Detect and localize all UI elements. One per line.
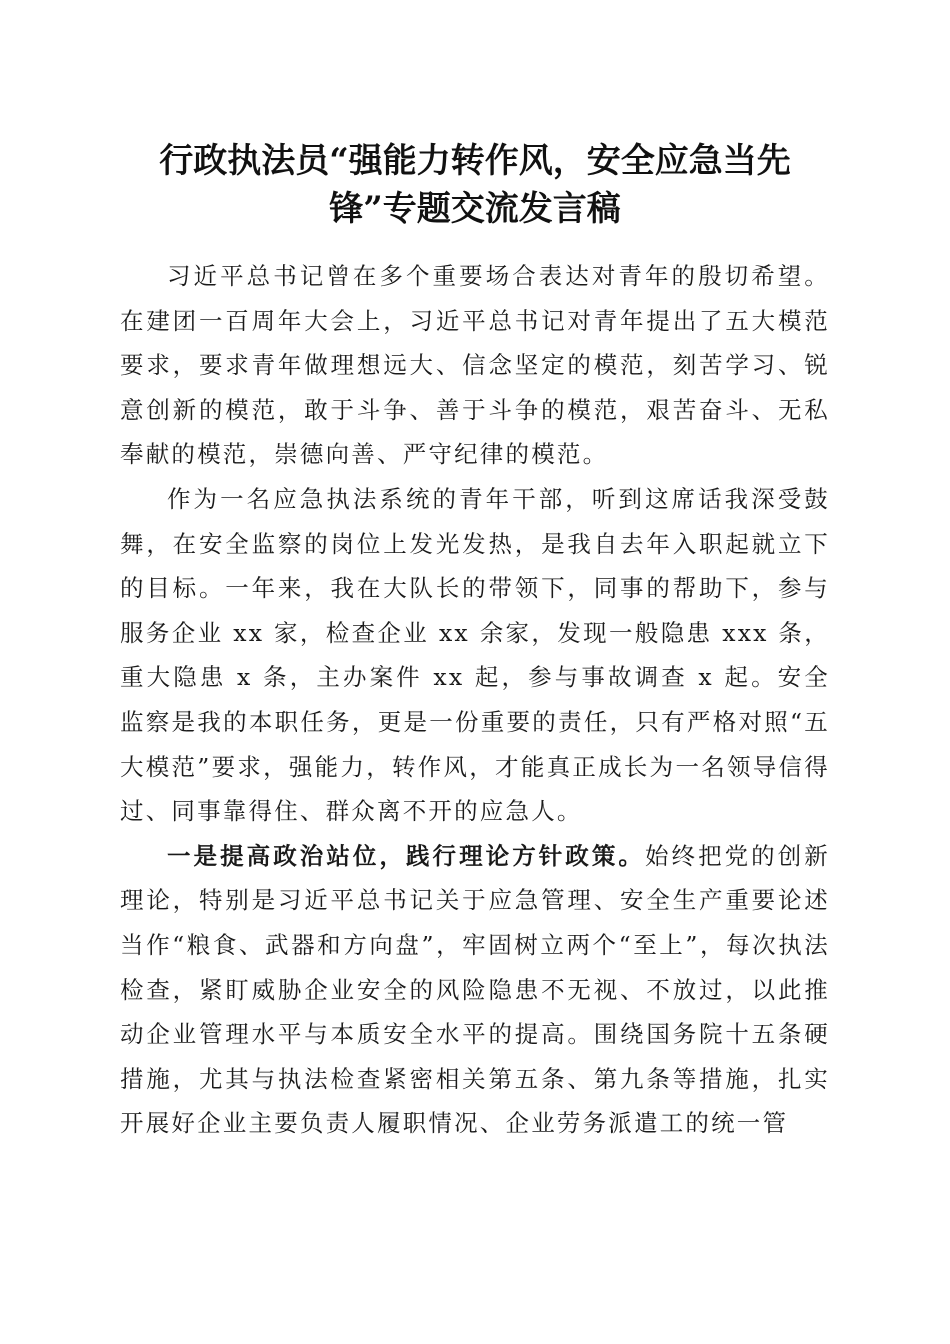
paragraph-3-lead: 一是提高政治站位，践行理论方针政策。 <box>167 841 645 870</box>
document-title <box>120 137 830 233</box>
paragraph-1 <box>120 254 830 477</box>
paragraph-1-text: 习近平总书记曾在多个重要场合表达对青年的殷切希望。在建团一百周年大会上，习近平总书记对青年提出了五大模范要求，要求青年做理想远大、信念坚定的模范，刻苦学习、锐意创新的模范，敢于斗争、善于斗争的模范，艰苦奋斗、无私奉献的模范，崇德向善、严守纪律的模范。 <box>120 262 830 469</box>
paragraph-2-text: 作为一名应急执法系统的青年干部，听到这席话我深受鼓舞，在安全监察的岗位上发光发热，是我自去年入职起就立下的目标。一年来，我在大队长的带领下，同事的帮助下，参与服务企业 xx 家，检查企业 xx 余家，发现一般隐患 xxx 条，重大隐患 x 条，主办案件 xx 起，参与事故调查 x 起。安全监察是我的本职任务，更是一份重要的责任，只有严格对照“五大模范”要求，强能力，转作风，才能真正成长为一名领导信得过、同事靠得住、群众离不开的应急人。 <box>120 484 830 826</box>
document-body <box>120 254 830 1146</box>
paragraph-2 <box>120 477 830 834</box>
paragraph-3-text: 始终把党的创新理论，特别是习近平总书记关于应急管理、安全生产重要论述当作“粮食、武器和方向盘”，牢固树立两个“至上”，每次执法检查，紧盯威胁企业安全的风险隐患不无视、不放过，以此推动企业管理水平与本质安全水平的提高。围绕国务院十五条硬措施，尤其与执法检查紧密相关第五条、第九条等措施，扎实开展好企业主要负责人履职情况、企业劳务派遣工的统一管 <box>120 841 830 1138</box>
title-line-1: 行政执法员“强能力转作风，安全应急当先 <box>159 141 791 181</box>
paragraph-3 <box>120 834 830 1146</box>
title-line-2: 锋”专题交流发言稿 <box>329 189 621 229</box>
